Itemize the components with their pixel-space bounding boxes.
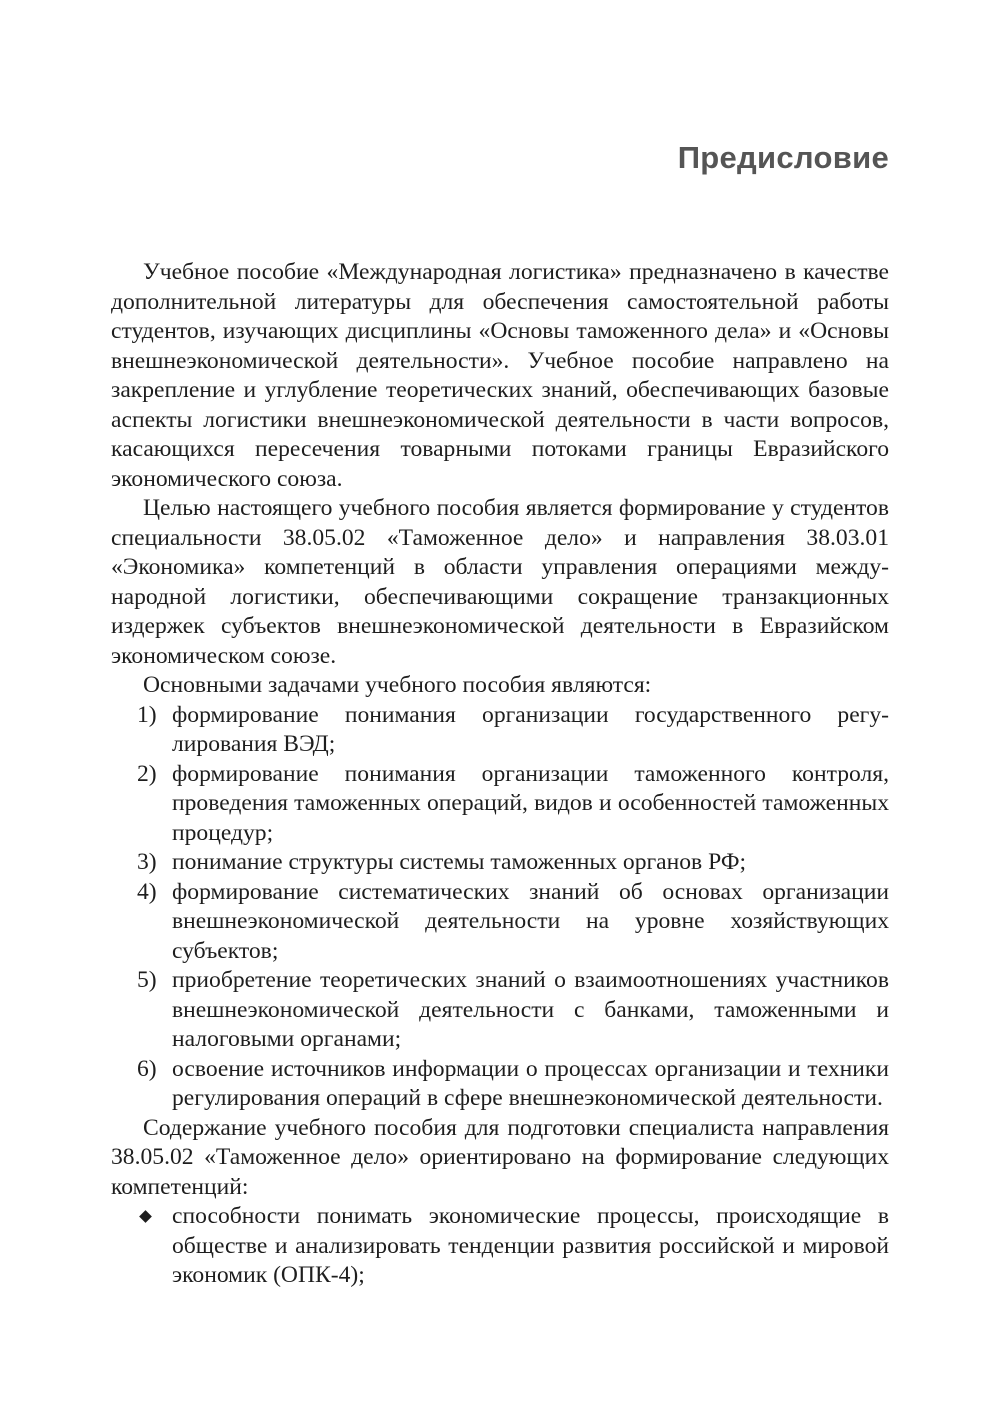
list-item-text: формирование понимания организации таможенного контроля, проведения таможенных операций, видов и особенностей таможенных процедур; bbox=[172, 760, 889, 846]
paragraph-intro: Учебное пособие «Международная логистика» предназначено в качестве дополнительной литературы для обеспечения самостоятельной работы студентов, изучающих дисциплины «Основы таможенного дела» и «Основы внешнеэкономической деятельности». Учебное пособие направлено на закрепление и углубление теоретических знаний, обеспечивающих базовые аспекты логистики внешнеэкономической деятельности в части вопросов, касающихся пересечения товарными потоками границы Евразийского экономического союза. bbox=[111, 259, 889, 492]
list-item-text: освоение источников информации о процессах организации и техники регулирования операций в сфере внешнеэкономической деятельности. bbox=[172, 1055, 889, 1111]
list-item-number: 2) bbox=[137, 760, 157, 787]
list-item bbox=[111, 701, 889, 760]
list-item bbox=[111, 1055, 889, 1114]
page-title: Предисловие bbox=[677, 140, 889, 175]
list-item-text: формирование понимания организации государственного регулирования ВЭД; bbox=[172, 701, 889, 757]
tasks-list bbox=[111, 701, 889, 1114]
paragraph-content: Содержание учебного пособия для подготовки специалиста направления 38.05.02 «Таможенное дело» ориентировано на формирование следующих компетенций: bbox=[111, 1114, 889, 1200]
list-item bbox=[111, 848, 889, 878]
list-item-number: 1) bbox=[137, 701, 157, 728]
paragraph-tasks-intro: Основными задачами учебного пособия являются: bbox=[143, 672, 652, 698]
list-item bbox=[111, 878, 889, 967]
list-item-text: способности понимать экономические процессы, происходящие в обществе и анализировать тенденции развития российской и мировой экономик (ОПК-4); bbox=[172, 1203, 889, 1288]
list-item-number: 5) bbox=[137, 967, 157, 993]
body-text bbox=[111, 258, 889, 1291]
list-item-number: 4) bbox=[137, 878, 157, 905]
diamond-bullet-icon bbox=[139, 1210, 152, 1223]
list-item bbox=[111, 760, 889, 849]
list-item-number: 3) bbox=[137, 849, 157, 875]
list-item bbox=[111, 1202, 889, 1291]
competencies-list bbox=[111, 1202, 889, 1291]
paragraph-goal: Целью настоящего учебного пособия является формирование у студентов специальности 38.05.02 «Таможенное дело» и направления 38.03.01 «Экономика» компетенций в области управления операциями международной логистики, обеспечивающими сокращение транзакционных издержек субъектов внешнеэкономической деятельности в Евразийском экономическом союзе. bbox=[111, 495, 889, 669]
list-item bbox=[111, 966, 889, 1055]
list-item-text: формирование систематических знаний об основах организации внешнеэкономической деятельности на уровне хозяйствующих субъектов; bbox=[172, 878, 889, 964]
list-item-number: 6) bbox=[137, 1055, 157, 1082]
list-item-text: приобретение теоретических знаний о взаимоотношениях участников внешнеэкономической деятельности с банками, таможенными и налоговыми органами; bbox=[172, 967, 889, 1052]
list-item-text: понимание структуры системы таможенных органов РФ; bbox=[172, 849, 747, 875]
